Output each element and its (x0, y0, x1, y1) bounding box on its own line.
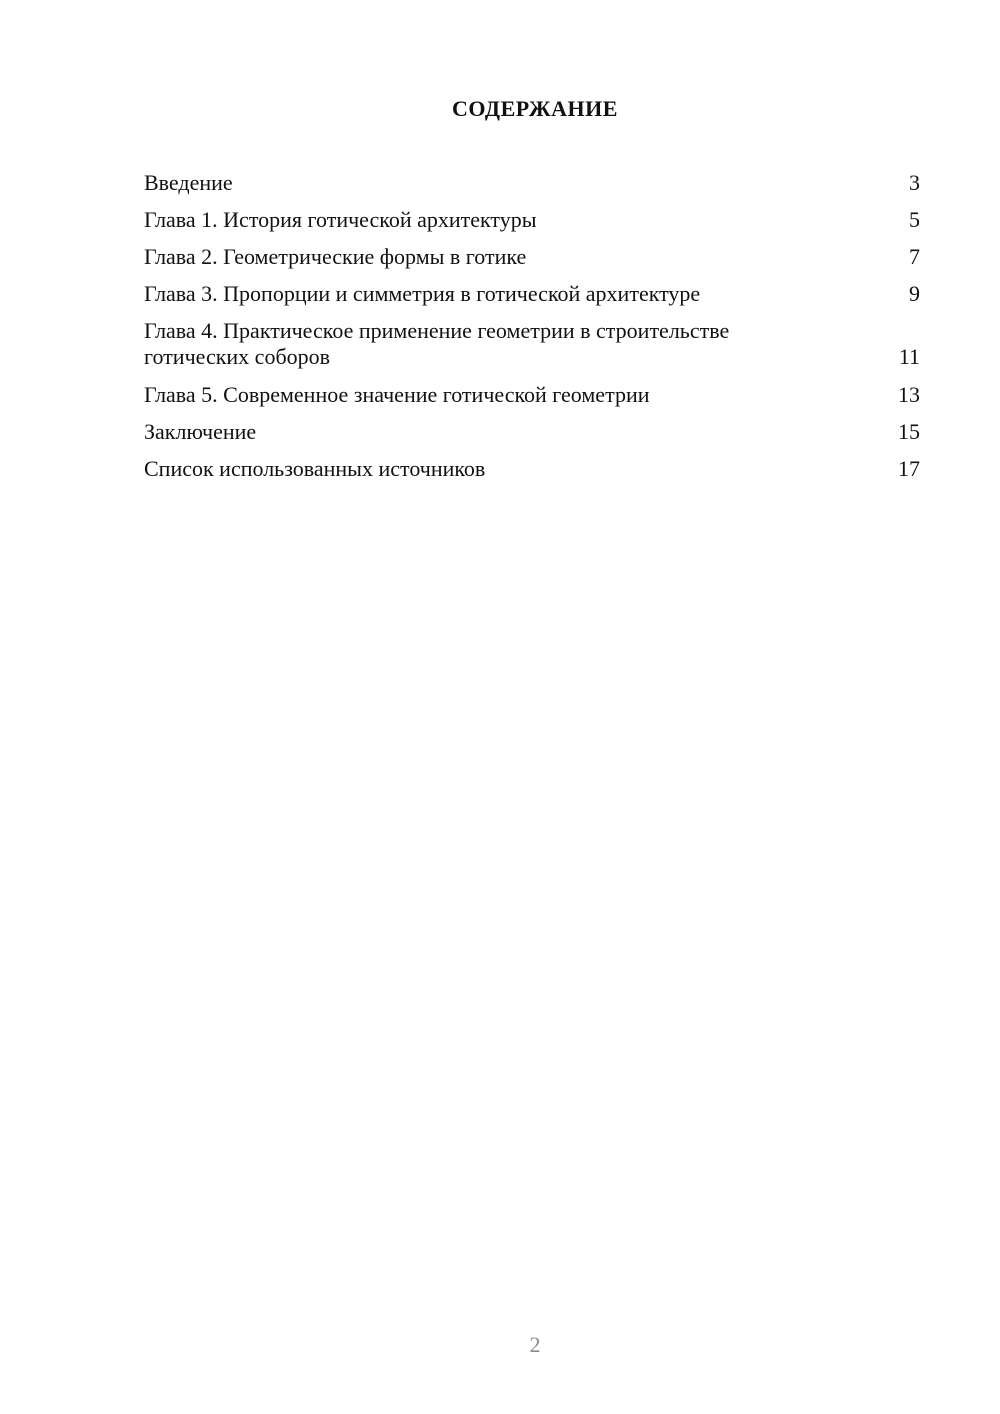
toc-entry-page: 9 (909, 281, 920, 306)
toc-entry-references (144, 456, 920, 482)
toc-entry-introduction (144, 170, 920, 196)
toc-entry-chapter-2 (144, 244, 920, 270)
toc-entry-page: 15 (898, 419, 920, 444)
toc-entry-title: Глава 5. Современное значение готической геометрии (144, 382, 650, 407)
table-of-contents (144, 170, 920, 493)
toc-entry-title: Глава 3. Пропорции и симметрия в готической архитектуре (144, 281, 701, 306)
toc-entry-chapter-1 (144, 207, 920, 233)
toc-entry-page: 3 (909, 170, 920, 195)
page-number: 2 (529, 1332, 541, 1357)
toc-entry-title: Заключение (144, 419, 257, 444)
toc-entry-chapter-4 (144, 318, 920, 370)
toc-entry-title: Глава 2. Геометрические формы в готике (144, 244, 527, 269)
toc-entry-title: Глава 4. Практическое применение геометрии в строительстве готических соборов (144, 318, 730, 369)
toc-entry-page: 5 (909, 207, 920, 232)
toc-entry-page: 11 (898, 344, 920, 369)
toc-entry-page: 7 (909, 244, 920, 269)
toc-entry-title: Введение (144, 170, 233, 195)
toc-entry-chapter-5 (144, 382, 920, 408)
toc-heading: СОДЕРЖАНИЕ (452, 96, 618, 121)
toc-entry-conclusion (144, 419, 920, 445)
toc-entry-title: Список использованных источников (144, 456, 486, 481)
toc-entry-chapter-3 (144, 281, 920, 307)
toc-entry-title: Глава 1. История готической архитектуры (144, 207, 537, 232)
toc-entry-page: 17 (898, 456, 920, 481)
toc-entry-page: 13 (898, 382, 920, 407)
